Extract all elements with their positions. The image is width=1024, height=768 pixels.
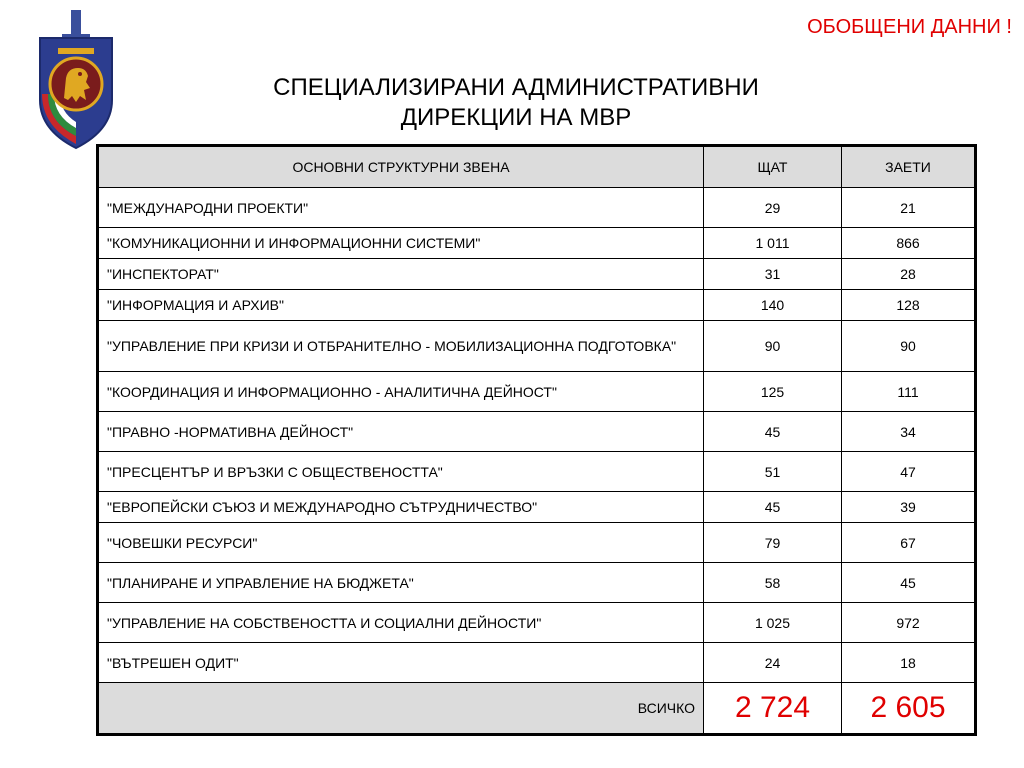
occupied-count: 45: [842, 563, 976, 603]
unit-name: "ИНФОРМАЦИЯ И АРХИВ": [98, 290, 704, 321]
staff-count: 1 025: [704, 603, 842, 643]
unit-name: "УПРАВЛЕНИЕ НА СОБСТВЕНОСТТА И СОЦИАЛНИ ДЕЙНОСТИ": [98, 603, 704, 643]
table-row: [98, 452, 976, 492]
table-row: [98, 412, 976, 452]
unit-name: "ПЛАНИРАНЕ И УПРАВЛЕНИЕ НА БЮДЖЕТА": [98, 563, 704, 603]
unit-name: "КОМУНИКАЦИОННИ И ИНФОРМАЦИОННИ СИСТЕМИ": [98, 228, 704, 259]
occupied-count: 39: [842, 492, 976, 523]
occupied-count: 866: [842, 228, 976, 259]
unit-name: "ВЪТРЕШЕН ОДИТ": [98, 643, 704, 683]
unit-name: "ИНСПЕКТОРАТ": [98, 259, 704, 290]
occupied-count: 34: [842, 412, 976, 452]
occupied-count: 21: [842, 188, 976, 228]
occupied-count: 111: [842, 372, 976, 412]
staff-count: 45: [704, 492, 842, 523]
staff-count: 31: [704, 259, 842, 290]
unit-name: "ПРАВНО -НОРМАТИВНА ДЕЙНОСТ": [98, 412, 704, 452]
table-row: [98, 290, 976, 321]
staff-count: 29: [704, 188, 842, 228]
table-row: [98, 372, 976, 412]
table-row: [98, 492, 976, 523]
table-row: [98, 228, 976, 259]
unit-name: "МЕЖДУНАРОДНИ ПРОЕКТИ": [98, 188, 704, 228]
table-row: [98, 321, 976, 372]
table-row: [98, 523, 976, 563]
occupied-count: 28: [842, 259, 976, 290]
staff-count: 140: [704, 290, 842, 321]
table-row: [98, 563, 976, 603]
staff-count: 58: [704, 563, 842, 603]
staff-count: 24: [704, 643, 842, 683]
unit-name: "ЧОВЕШКИ РЕСУРСИ": [98, 523, 704, 563]
unit-name: "ЕВРОПЕЙСКИ СЪЮЗ И МЕЖДУНАРОДНО СЪТРУДНИЧЕСТВО": [98, 492, 704, 523]
staff-count: 90: [704, 321, 842, 372]
total-occupied: 2 605: [842, 683, 976, 735]
occupied-count: 47: [842, 452, 976, 492]
staff-count: 51: [704, 452, 842, 492]
column-header-occupied: ЗАЕТИ: [842, 146, 976, 188]
occupied-count: 128: [842, 290, 976, 321]
occupied-count: 90: [842, 321, 976, 372]
emblem-graphic: [28, 8, 124, 156]
table-row: [98, 643, 976, 683]
unit-name: "УПРАВЛЕНИЕ ПРИ КРИЗИ И ОТБРАНИТЕЛНО - МОБИЛИЗАЦИОННА ПОДГОТОВКА": [98, 321, 704, 372]
mvr-emblem-icon: [28, 8, 124, 156]
staff-count: 125: [704, 372, 842, 412]
total-staff: 2 724: [704, 683, 842, 735]
occupied-count: 18: [842, 643, 976, 683]
unit-name: "ПРЕСЦЕНТЪР И ВРЪЗКИ С ОБЩЕСТВЕНОСТТА": [98, 452, 704, 492]
page-title: [180, 73, 852, 133]
column-header-units: ОСНОВНИ СТРУКТУРНИ ЗВЕНА: [98, 146, 704, 188]
summary-label: ОБОБЩЕНИ ДАННИ !: [807, 16, 1012, 38]
total-label: ВСИЧКО: [98, 683, 704, 735]
column-header-staff: ЩАТ: [704, 146, 842, 188]
total-row: [98, 683, 976, 735]
page-title-line-2: ДИРЕКЦИИ НА МВР: [400, 104, 632, 131]
table-row: [98, 259, 976, 290]
occupied-count: 67: [842, 523, 976, 563]
directorates-table: [96, 144, 977, 736]
table-header-row: [98, 146, 976, 188]
table-row: [98, 603, 976, 643]
staff-count: 79: [704, 523, 842, 563]
staff-count: 45: [704, 412, 842, 452]
unit-name: "КООРДИНАЦИЯ И ИНФОРМАЦИОННО - АНАЛИТИЧНА ДЕЙНОСТ": [98, 372, 704, 412]
staff-count: 1 011: [704, 228, 842, 259]
occupied-count: 972: [842, 603, 976, 643]
page-title-line-1: СПЕЦИАЛИЗИРАНИ АДМИНИСТРАТИВНИ: [273, 74, 759, 101]
table-row: [98, 188, 976, 228]
